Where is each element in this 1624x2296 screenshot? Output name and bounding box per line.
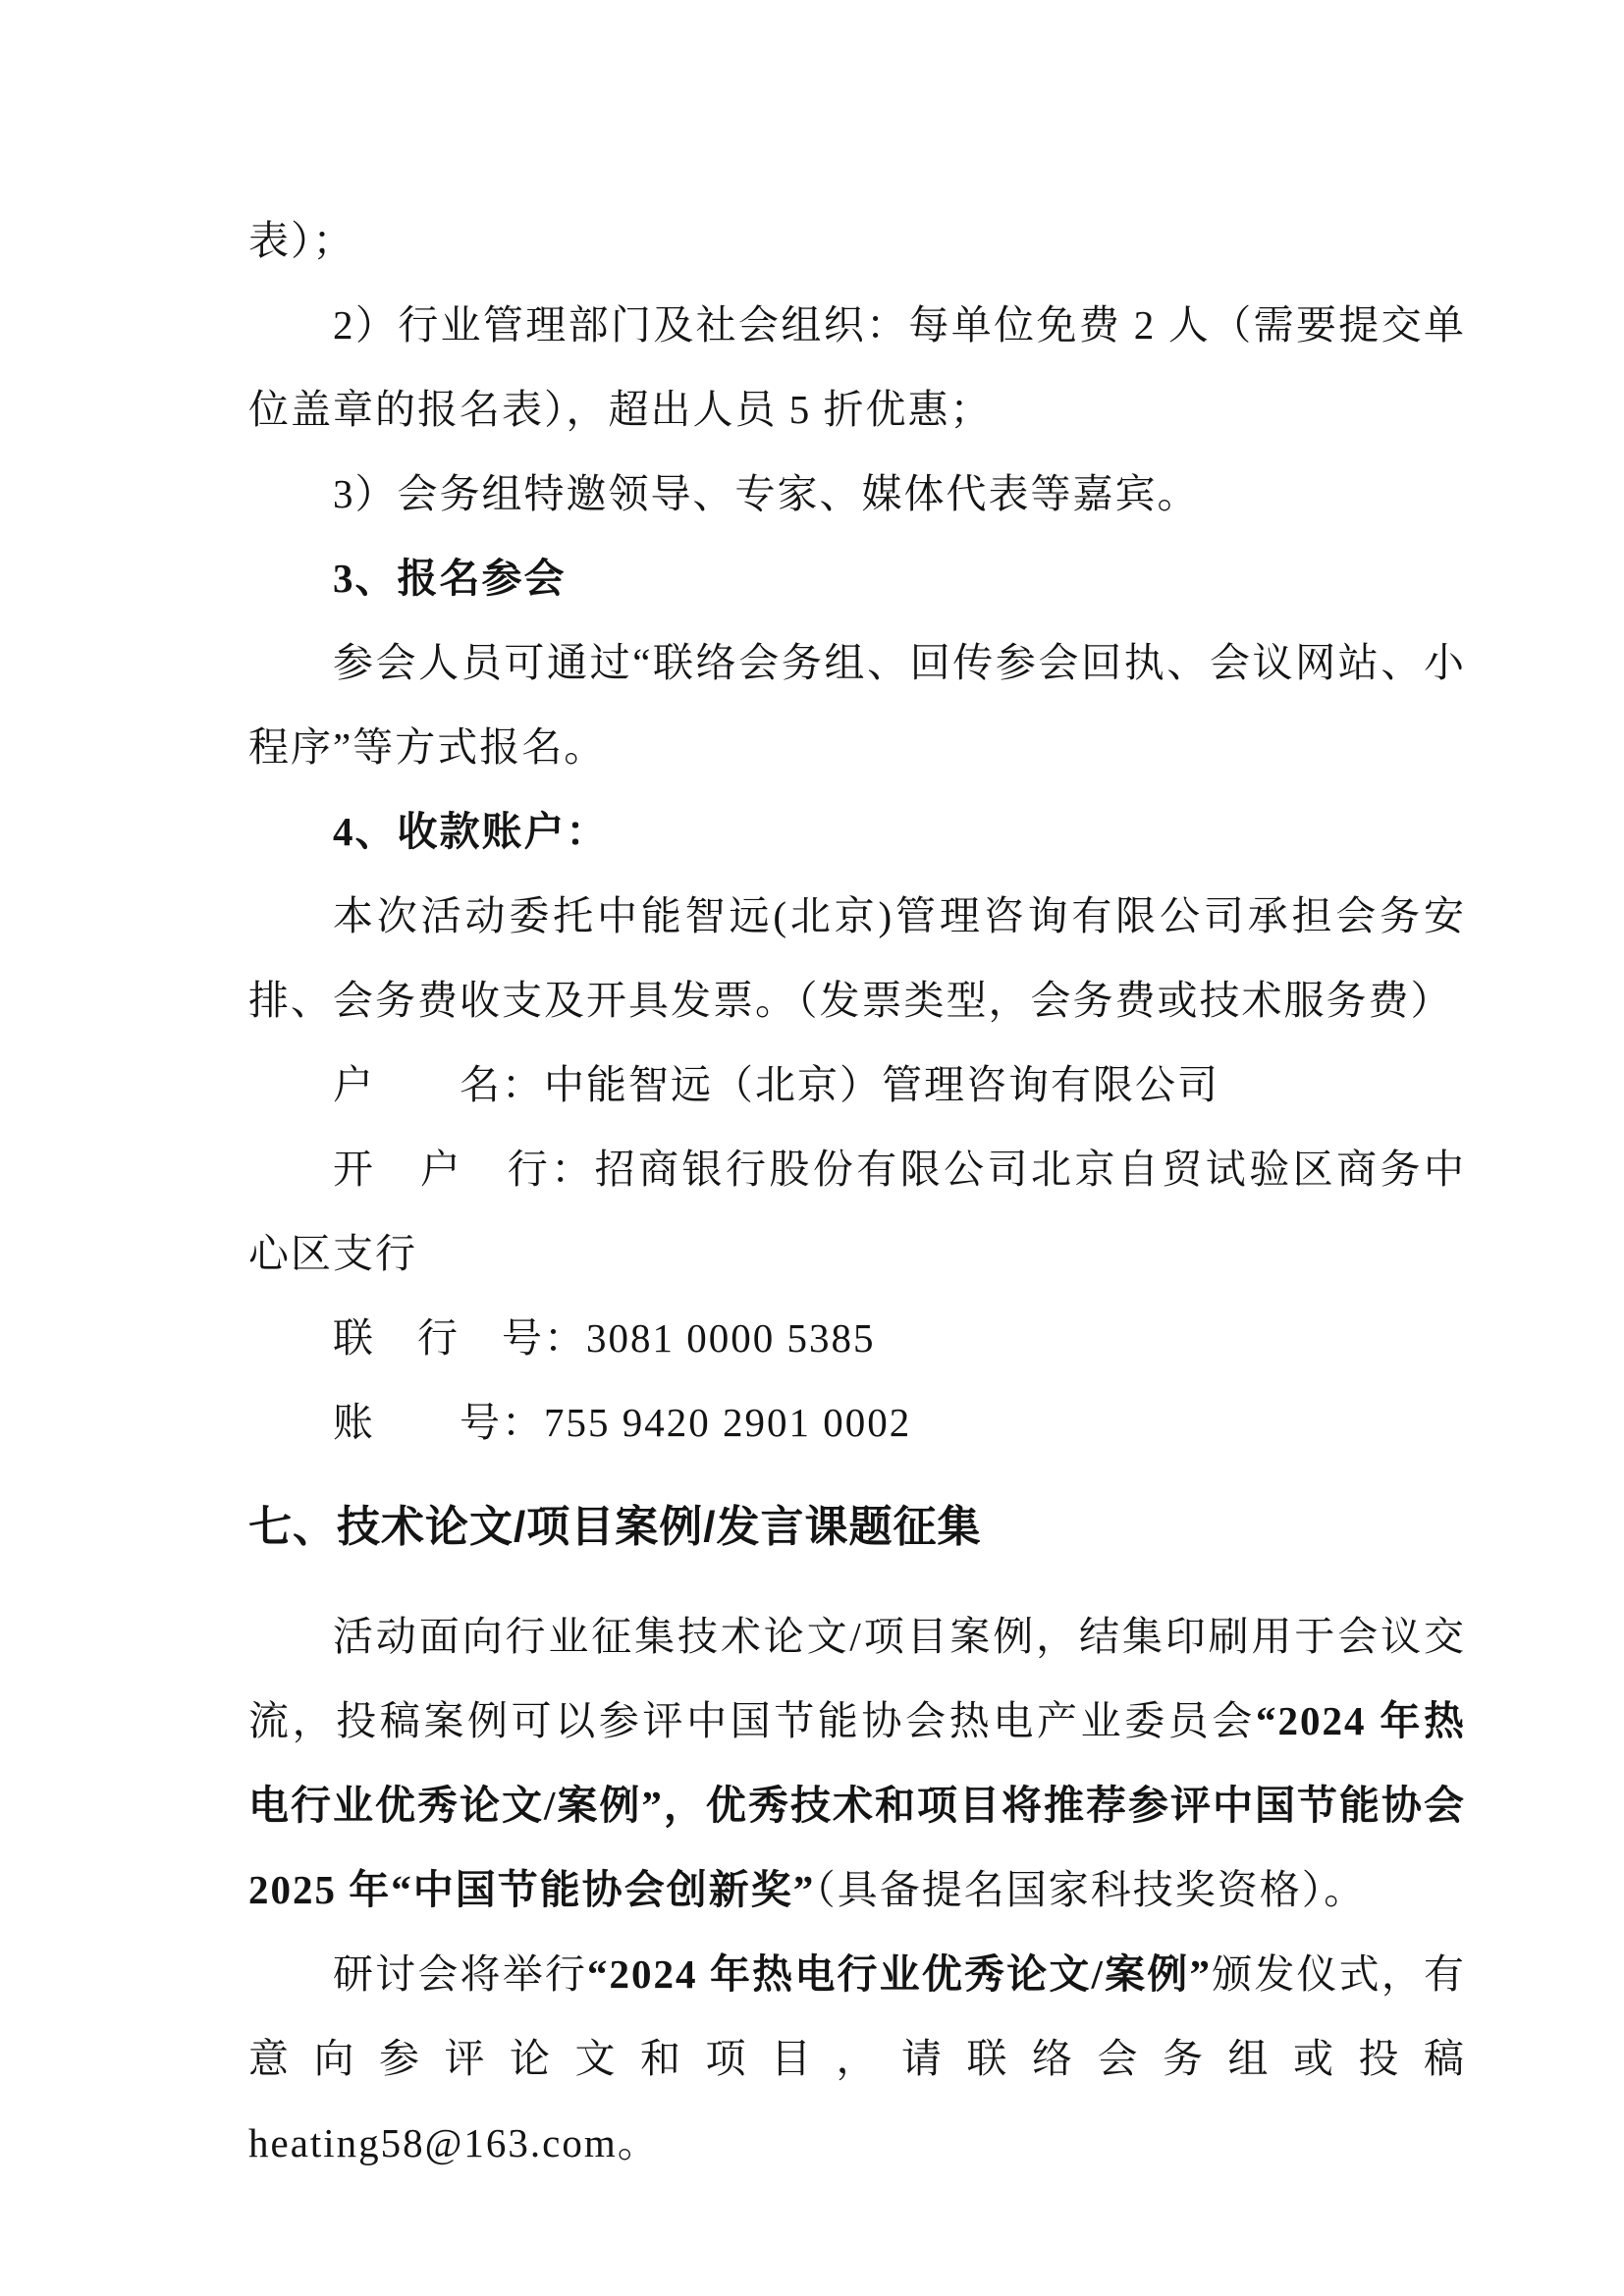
continued-line (248, 198, 1466, 283)
text-run-9-1: 开 户 行：招商银行股份有限公司北京自贸试验区商务中心区支行 (248, 1147, 1466, 1276)
text-run-14-2: “2024 年热电行业优秀论文/案例” (587, 1951, 1212, 1997)
account-holder-line (248, 1042, 1466, 1127)
account-number-line (248, 1380, 1466, 1465)
text-run-4-1: 3、报名参会 (333, 556, 567, 601)
list-item-2 (248, 283, 1466, 452)
bank-number-line (248, 1296, 1466, 1380)
text-run-3-1: 3）会务组特邀领导、专家、媒体代表等嘉宾。 (333, 471, 1200, 516)
section-heading (248, 1480, 1466, 1575)
text-run-14-1: 研讨会将举行 (333, 1951, 588, 1997)
bank-branch-line (248, 1127, 1466, 1296)
text-run-5-1: 参会人员可通过“联络会务组、回传参会回执、会议网站、小程序”等方式报名。 (248, 640, 1466, 770)
text-run-2-1: 2）行业管理部门及社会组织：每单位免费 2 人（需要提交单位盖章的报名表），超出人员 5 折优惠； (248, 302, 1466, 432)
text-run-10-1: 联 行 号：3081 0000 5385 (333, 1315, 876, 1361)
text-run-1-1: 表）； (248, 218, 355, 263)
text-run-7-1: 本次活动委托中能智远(北京)管理咨询有限公司承担会务安排、会务费收支及开具发票。（发票类型，会务费或技术服务费） (248, 893, 1466, 1023)
text-run-13-1: 活动面向行业征集技术论文/项目案例，结集印刷用于会议交流，投稿案例可以参评中国节能协会热电产业委员会 (248, 1614, 1466, 1743)
subheading-registration (248, 536, 1466, 620)
award-ceremony-paragraph (248, 1932, 1466, 2185)
email-text: heating58@163.com (248, 2120, 618, 2165)
text-run-8-1: 户 名：中能智远（北京）管理咨询有限公司 (333, 1062, 1219, 1107)
text-run-14-3: 颁发仪式，有意向参评论文和项目，请联络会务组或投稿 (248, 1951, 1467, 2081)
text-run-11-1: 账 号：755 9420 2901 0002 (333, 1400, 912, 1445)
call-for-papers-paragraph (248, 1594, 1466, 1932)
registration-paragraph (248, 620, 1466, 789)
list-item-3 (248, 452, 1466, 536)
text-run-13-2: “2024 年热电行业优秀论文/案例”，优秀技术和项目将推荐参评中国节能协会 2025 年“中国节能协会创新奖” (248, 1698, 1467, 1912)
text-run-14-5: 。 (617, 2120, 660, 2165)
document-content (248, 198, 1466, 2185)
subheading-payment-account (248, 789, 1466, 874)
text-run-12-1: 七、技术论文/项目案例/发言课题征集 (248, 1503, 982, 1551)
payment-intro-paragraph (248, 874, 1466, 1042)
text-run-13-3: （具备提名国家科技奖资格）。 (815, 1867, 1367, 1912)
text-run-6-1: 4、收款账户： (333, 809, 609, 854)
